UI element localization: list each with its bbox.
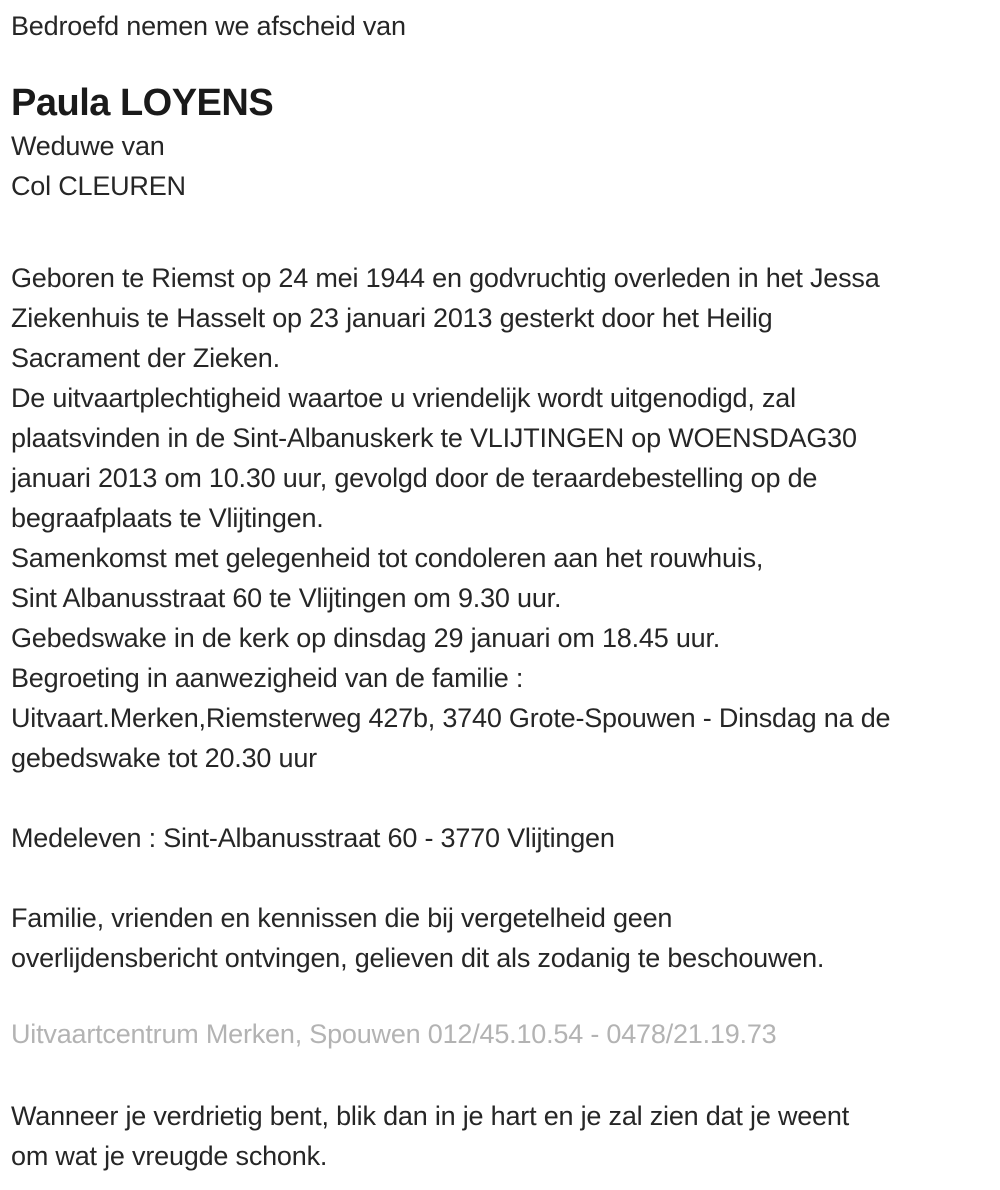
announcement-line: Sacrament der Zieken.: [11, 343, 280, 373]
deceased-name: Paula LOYENS: [11, 82, 274, 124]
intro-section: [11, 6, 992, 46]
announcement-line: Gebedswake in de kerk op dinsdag 29 januari om 18.45 uur.: [11, 623, 721, 653]
announcement-line: Geboren te Riemst op 24 mei 1944 en godvruchtig overleden in het Jessa: [11, 263, 880, 293]
relation-line: Col CLEUREN: [11, 171, 186, 201]
announcement-line: Sint Albanusstraat 60 te Vlijtingen om 9.30 uur.: [11, 583, 562, 613]
apology-line: overlijdensbericht ontvingen, gelieven dit als zodanig te beschouwen.: [11, 943, 825, 973]
epitaph-line: Wanneer je verdrietig bent, blik dan in je hart en je zal zien dat je weent: [11, 1101, 849, 1131]
deceased-section: [11, 80, 992, 206]
announcement-line: Samenkomst met gelegenheid tot condoleren aan het rouwhuis,: [11, 543, 764, 573]
announcement-line: januari 2013 om 10.30 uur, gevolgd door de teraardebestelling op de: [11, 463, 818, 493]
announcement-line: Ziekenhuis te Hasselt op 23 januari 2013 gesterkt door het Heilig: [11, 303, 773, 333]
announcement-line: Begroeting in aanwezigheid van de familie :: [11, 663, 524, 693]
condolence-section: [11, 818, 992, 858]
announcement-line: begraafplaats te Vlijtingen.: [11, 503, 324, 533]
intro-line: Bedroefd nemen we afscheid van: [11, 11, 406, 41]
condolence-line: Medeleven : Sint-Albanusstraat 60 - 3770 Vlijtingen: [11, 823, 615, 853]
apology-section: [11, 898, 992, 978]
epitaph-section: [11, 1096, 992, 1176]
funeral-home-line: Uitvaartcentrum Merken, Spouwen 012/45.10.54 - 0478/21.19.73: [11, 1019, 777, 1049]
relation-line: Weduwe van: [11, 131, 165, 161]
epitaph-line: om wat je vreugde schonk.: [11, 1141, 328, 1171]
announcement-section: [11, 258, 992, 778]
apology-line: Familie, vrienden en kennissen die bij vergetelheid geen: [11, 903, 673, 933]
announcement-line: plaatsvinden in de Sint-Albanuskerk te VLIJTINGEN op WOENSDAG30: [11, 423, 857, 453]
funeral-home-section: [11, 1014, 992, 1054]
announcement-line: Uitvaart.Merken,Riemsterweg 427b, 3740 Grote-Spouwen - Dinsdag na de: [11, 703, 891, 733]
announcement-line: gebedswake tot 20.30 uur: [11, 743, 317, 773]
announcement-line: De uitvaartplechtigheid waartoe u vriendelijk wordt uitgenodigd, zal: [11, 383, 796, 413]
